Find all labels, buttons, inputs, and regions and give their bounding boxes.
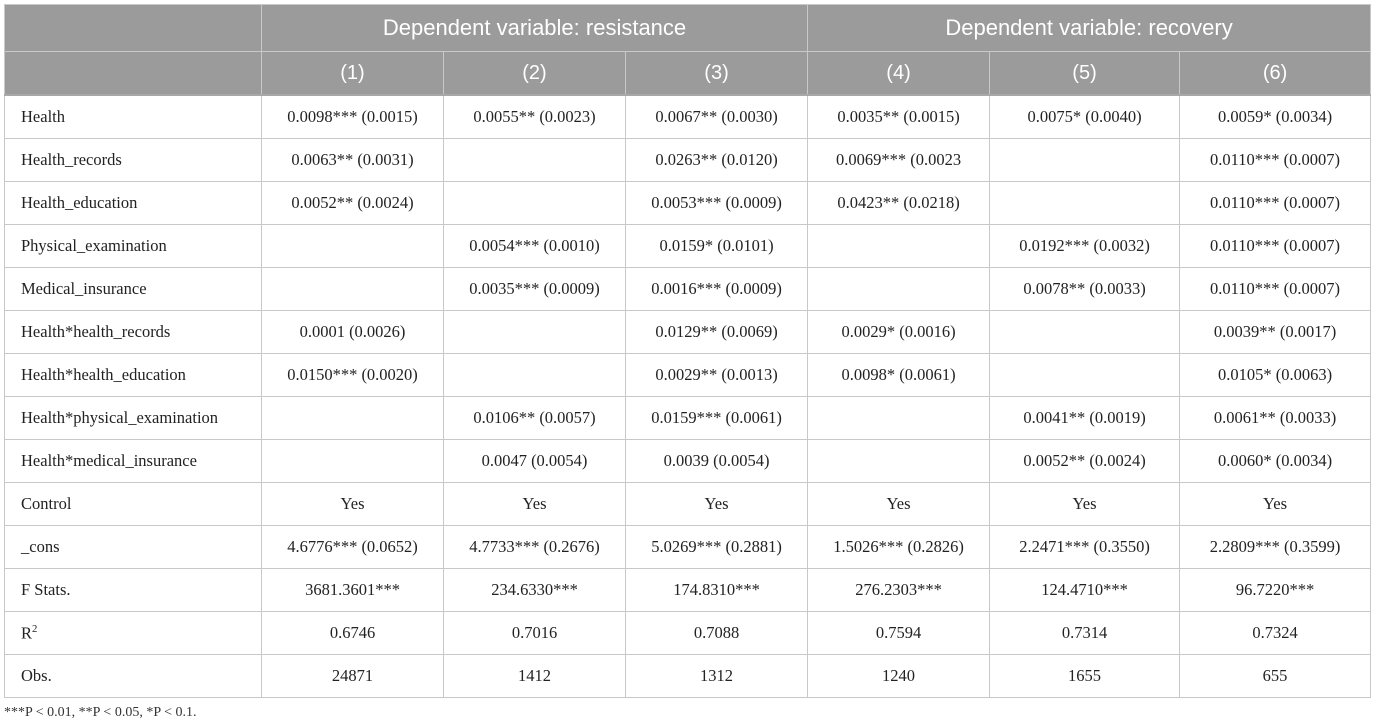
row-label — [5, 397, 262, 440]
table-cell: 5.0269*** (0.2881) — [626, 526, 808, 569]
row-label — [5, 440, 262, 483]
table-cell: 0.0035** (0.0015) — [808, 95, 990, 139]
table-cell: 0.0192*** (0.0032) — [990, 225, 1180, 268]
table-cell: 0.0055** (0.0023) — [444, 95, 626, 139]
row-label-text: Health_records — [21, 150, 122, 169]
table-cell: 2.2809*** (0.3599) — [1180, 526, 1371, 569]
group-header-recovery: Dependent variable: recovery — [808, 5, 1371, 52]
table-cell: 0.0060* (0.0034) — [1180, 440, 1371, 483]
column-header-model-5: (5) — [990, 52, 1180, 96]
regression-table — [4, 4, 1371, 698]
table-cell: 0.0159* (0.0101) — [626, 225, 808, 268]
table-cell: 1655 — [990, 655, 1180, 698]
row-label-text: Health*health_education — [21, 365, 186, 384]
table-cell: 174.8310*** — [626, 569, 808, 612]
table-cell — [262, 440, 444, 483]
table-cell: 0.0029* (0.0016) — [808, 311, 990, 354]
table-cell: 0.0061** (0.0033) — [1180, 397, 1371, 440]
table-cell — [808, 225, 990, 268]
table-cell: 1312 — [626, 655, 808, 698]
table-cell: 124.4710*** — [990, 569, 1180, 612]
table-cell: 0.7594 — [808, 612, 990, 655]
row-label-text: Health*physical_examination — [21, 408, 219, 427]
row-label-text: Health — [21, 107, 65, 126]
table-row — [5, 440, 1371, 483]
row-label — [5, 569, 262, 612]
table-cell: 0.0053*** (0.0009) — [626, 182, 808, 225]
table-cell: 0.0106** (0.0057) — [444, 397, 626, 440]
table-cell — [444, 354, 626, 397]
table-cell: 0.0078** (0.0033) — [990, 268, 1180, 311]
table-cell: 0.0041** (0.0019) — [990, 397, 1180, 440]
table-cell: 0.0029** (0.0013) — [626, 354, 808, 397]
table-cell: 2.2471*** (0.3550) — [990, 526, 1180, 569]
row-label — [5, 526, 262, 569]
table-cell — [990, 354, 1180, 397]
table-cell: 0.6746 — [262, 612, 444, 655]
group-header-row — [5, 5, 1371, 52]
table-cell: Yes — [1180, 483, 1371, 526]
table-row — [5, 569, 1371, 612]
table-cell: 0.0423** (0.0218) — [808, 182, 990, 225]
table-cell — [444, 182, 626, 225]
row-label — [5, 354, 262, 397]
row-label — [5, 612, 262, 655]
column-header-model-4: (4) — [808, 52, 990, 96]
table-cell: Yes — [626, 483, 808, 526]
row-label-text: Health*medical_insurance — [21, 451, 197, 470]
table-row — [5, 526, 1371, 569]
column-header-model-1: (1) — [262, 52, 444, 96]
row-label — [5, 225, 262, 268]
table-row — [5, 612, 1371, 655]
column-header-model-6: (6) — [1180, 52, 1371, 96]
table-cell: 0.0052** (0.0024) — [990, 440, 1180, 483]
table-cell: 0.0110*** (0.0007) — [1180, 182, 1371, 225]
group-header-blank — [5, 5, 262, 52]
table-row — [5, 354, 1371, 397]
row-label — [5, 95, 262, 139]
table-body — [5, 95, 1371, 698]
row-label-text: _cons — [21, 537, 60, 556]
row-label — [5, 483, 262, 526]
table-cell: Yes — [444, 483, 626, 526]
table-cell: 0.0150*** (0.0020) — [262, 354, 444, 397]
table-cell: 0.0129** (0.0069) — [626, 311, 808, 354]
table-cell: 4.7733*** (0.2676) — [444, 526, 626, 569]
table-cell: 24871 — [262, 655, 444, 698]
table-cell — [990, 182, 1180, 225]
table-cell: 0.0159*** (0.0061) — [626, 397, 808, 440]
table-cell — [262, 225, 444, 268]
table-row — [5, 225, 1371, 268]
column-header-variable — [5, 52, 262, 96]
row-label-text: R — [21, 623, 33, 643]
table-cell: 0.0067** (0.0030) — [626, 95, 808, 139]
table-cell: 0.0098*** (0.0015) — [262, 95, 444, 139]
table-cell: 0.7314 — [990, 612, 1180, 655]
table-cell: 0.0063** (0.0031) — [262, 139, 444, 182]
table-cell: 0.0039 (0.0054) — [626, 440, 808, 483]
table-cell: 0.0039** (0.0017) — [1180, 311, 1371, 354]
table-cell — [808, 440, 990, 483]
table-cell: 0.0035*** (0.0009) — [444, 268, 626, 311]
table-cell: 3681.3601*** — [262, 569, 444, 612]
table-row — [5, 311, 1371, 354]
row-label-text: Obs. — [21, 666, 52, 685]
row-label-superscript: 2 — [32, 622, 38, 635]
group-header-resistance: Dependent variable: resistance — [262, 5, 808, 52]
table-row — [5, 655, 1371, 698]
table-footnote: ***P < 0.01, **P < 0.05, *P < 0.1. — [4, 705, 197, 720]
table-cell: 0.0016*** (0.0009) — [626, 268, 808, 311]
table-cell: 0.0054*** (0.0010) — [444, 225, 626, 268]
table-cell: 0.0047 (0.0054) — [444, 440, 626, 483]
table-cell — [262, 268, 444, 311]
table-cell: Yes — [808, 483, 990, 526]
table-cell: 0.0059* (0.0034) — [1180, 95, 1371, 139]
row-label-text: F Stats. — [21, 580, 71, 599]
table-cell: 0.7088 — [626, 612, 808, 655]
table-cell: 0.0052** (0.0024) — [262, 182, 444, 225]
table-cell: 0.0069*** (0.0023 — [808, 139, 990, 182]
table-cell: 0.0263** (0.0120) — [626, 139, 808, 182]
column-number-row — [5, 52, 1371, 96]
table-cell — [808, 397, 990, 440]
table-cell: 1412 — [444, 655, 626, 698]
table-cell: 4.6776*** (0.0652) — [262, 526, 444, 569]
row-label-text: Physical_examination — [21, 236, 167, 255]
table-cell — [444, 311, 626, 354]
table-cell: Yes — [262, 483, 444, 526]
table-cell: 0.0110*** (0.0007) — [1180, 225, 1371, 268]
table-cell — [262, 397, 444, 440]
table-row — [5, 182, 1371, 225]
table-row — [5, 95, 1371, 139]
table-cell: 0.0110*** (0.0007) — [1180, 268, 1371, 311]
table-cell: 1240 — [808, 655, 990, 698]
table-cell: 0.0105* (0.0063) — [1180, 354, 1371, 397]
table-cell: 234.6330*** — [444, 569, 626, 612]
table-cell: 0.0001 (0.0026) — [262, 311, 444, 354]
row-label-text: Medical_insurance — [21, 279, 147, 298]
row-label-text: Health*health_records — [21, 322, 171, 341]
table-cell — [808, 268, 990, 311]
row-label — [5, 182, 262, 225]
table-cell: 0.0098* (0.0061) — [808, 354, 990, 397]
row-label — [5, 139, 262, 182]
row-label — [5, 311, 262, 354]
table-header — [5, 5, 1371, 96]
table-cell: Yes — [990, 483, 1180, 526]
table-cell: 1.5026*** (0.2826) — [808, 526, 990, 569]
table-cell: 655 — [1180, 655, 1371, 698]
row-label — [5, 268, 262, 311]
table-cell — [990, 311, 1180, 354]
row-label-text: Health_education — [21, 193, 138, 212]
table-cell: 0.7016 — [444, 612, 626, 655]
column-header-model-2: (2) — [444, 52, 626, 96]
table-cell: 0.0110*** (0.0007) — [1180, 139, 1371, 182]
table-cell — [990, 139, 1180, 182]
column-header-model-3: (3) — [626, 52, 808, 96]
table-cell: 0.0075* (0.0040) — [990, 95, 1180, 139]
table-row — [5, 483, 1371, 526]
table-row — [5, 268, 1371, 311]
row-label — [5, 655, 262, 698]
table-cell: 96.7220*** — [1180, 569, 1371, 612]
row-label-text: Control — [21, 494, 72, 513]
table-row — [5, 397, 1371, 440]
table-row — [5, 139, 1371, 182]
table-cell: 0.7324 — [1180, 612, 1371, 655]
table-cell — [444, 139, 626, 182]
table-cell: 276.2303*** — [808, 569, 990, 612]
